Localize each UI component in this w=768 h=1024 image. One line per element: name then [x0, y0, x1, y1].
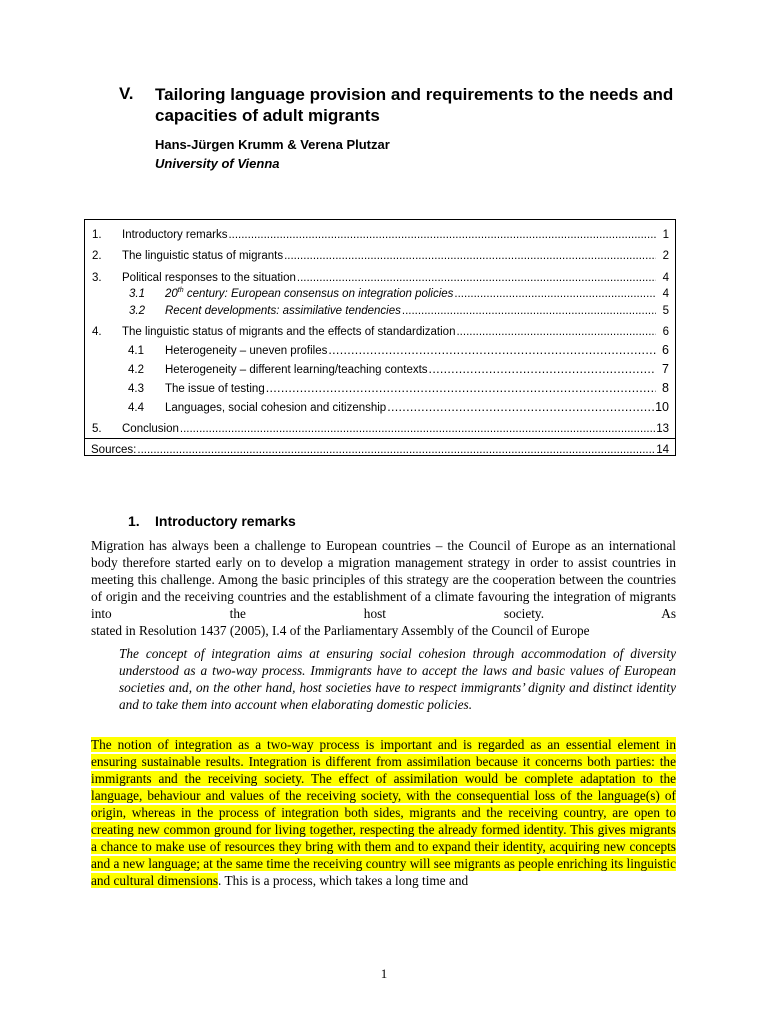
toc-leader — [402, 305, 656, 317]
toc-subentry[interactable] — [85, 360, 675, 376]
toc-leader — [228, 229, 656, 241]
toc-leader — [284, 250, 656, 262]
toc-subentry[interactable] — [85, 379, 675, 395]
toc-entry[interactable] — [85, 322, 675, 338]
toc-entry-label: Introductory remarks — [122, 229, 228, 241]
toc-entry[interactable] — [85, 268, 675, 284]
toc-entry-number: 3. — [92, 272, 102, 284]
section-heading — [128, 513, 296, 529]
toc-entry[interactable] — [85, 246, 675, 262]
toc-entry-number: 4. — [92, 326, 102, 338]
toc-entry-page: 2 — [662, 250, 669, 262]
toc-entry-number: 4.1 — [128, 345, 144, 357]
toc-entry-number: 4.2 — [128, 364, 144, 376]
toc-entry-number: 5. — [92, 423, 102, 435]
toc-leader — [180, 423, 656, 435]
toc-entry-label: Conclusion — [122, 423, 179, 435]
toc-entry[interactable] — [85, 225, 675, 241]
toc-entry-label: Languages, social cohesion and citizenship — [165, 402, 387, 414]
toc-entry-label: The issue of testing — [165, 383, 265, 395]
paragraph-last-line: stated in Resolution 1437 (2005), I.4 of the Parliamentary Assembly of the Council of Europe — [91, 623, 590, 638]
toc-entry-label: Political responses to the situation — [122, 272, 296, 284]
body-paragraph — [91, 736, 676, 889]
toc-entry-number: 1. — [92, 229, 102, 241]
toc-entry-page: 6 — [662, 343, 669, 357]
toc-subentry[interactable] — [85, 398, 675, 414]
toc-entry-page: 7 — [662, 362, 669, 376]
body-paragraph — [91, 537, 676, 639]
toc-entry-number: 2. — [92, 250, 102, 262]
toc-entry-number: 3.2 — [129, 305, 145, 317]
toc-entry-label: The linguistic status of migrants — [122, 250, 284, 262]
toc-leader — [297, 272, 656, 284]
toc-entry-page: 13 — [656, 423, 669, 435]
toc-entry-number: 4.3 — [128, 383, 144, 395]
toc-leader — [328, 343, 656, 357]
toc-subentry[interactable] — [85, 284, 675, 300]
section-number: 1. — [128, 513, 140, 529]
toc-entry-label: 20th century: European consensus on integration policies — [165, 287, 454, 300]
toc-entry-page: 5 — [662, 305, 669, 317]
table-of-contents — [84, 219, 676, 456]
toc-leader — [429, 362, 656, 376]
chapter-number: V. — [119, 84, 134, 103]
toc-entry-number: 3.1 — [129, 288, 145, 300]
highlighted-text: The notion of integration as a two-way process is important and is regarded as an essential element in ensuring sustainable results. Integration is different from assimilation because it concerns both parties: the immigrants and the receiving society. The effect of assimilation would be complete adaptation to the language, behaviour and values of the receiving society, with the consequential loss of the language(s) of origin, whereas in the process of integration both sides, migrants and the receiving country, are open to creating new common ground for living together, respecting the already formed identity. This gives migrants a chance to make use of resources they bring with them and to expand their identity, acquiring new concepts and a new language; at the same time the receiving country will see migrants as people enriching its linguistic and cultural dimensions — [91, 737, 676, 888]
page-number: 1 — [380, 966, 388, 981]
paragraph-text: Migration has always been a challenge to European countries – the Council of Europe as an international body therefore started early on to develop a migration management strategy in order to assist countries in meeting this challenge. Among the basic principles of this strategy are the cooperation between the countries of origin and the receiving countries and the establishment of a climate favouring the integration of migrants into the host society. As — [91, 538, 676, 621]
toc-entry-page: 8 — [662, 381, 669, 395]
authors: Hans-Jürgen Krumm & Verena Plutzar — [155, 137, 390, 152]
toc-entry-page: 4 — [662, 272, 669, 284]
toc-leader — [387, 400, 656, 414]
toc-entry-label: Recent developments: assimilative tendencies — [165, 305, 401, 317]
toc-entry[interactable] — [85, 440, 675, 456]
toc-subentry[interactable] — [85, 301, 675, 317]
paragraph-text: . This is a process, which takes a long time and — [218, 873, 469, 888]
affiliation: University of Vienna — [155, 156, 280, 171]
page-title: Tailoring language provision and requirements to the needs and capacities of adult migrants — [155, 85, 674, 125]
toc-leader — [454, 288, 656, 300]
toc-entry-number: 4.4 — [128, 402, 144, 414]
toc-subentry[interactable] — [85, 341, 675, 357]
toc-entry-page: 14 — [656, 444, 669, 456]
toc-entry-page: 1 — [662, 229, 669, 241]
toc-entry-label: Heterogeneity – uneven profiles — [165, 345, 328, 357]
toc-entry-label: The linguistic status of migrants and the effects of standardization — [122, 326, 456, 338]
toc-entry-page: 6 — [662, 326, 669, 338]
toc-leader — [266, 381, 656, 395]
toc-entry-page: 10 — [655, 400, 669, 414]
toc-leader — [137, 444, 656, 456]
toc-entry-label: Heterogeneity – different learning/teaching contexts — [165, 364, 428, 376]
toc-entry[interactable] — [85, 419, 675, 435]
section-title: Introductory remarks — [155, 513, 296, 529]
toc-leader — [456, 326, 656, 338]
toc-divider — [85, 438, 675, 439]
toc-entry-label: Sources: — [91, 444, 137, 456]
block-quote: The concept of integration aims at ensuring social cohesion through accommodation of diversity understood as a two-way process. Immigrants have to accept the laws and basic values of European societies and, on the other hand, host societies have to respect immigrants’ dignity and distinct identity and to take them into account when elaborating domestic policies. — [119, 646, 676, 712]
toc-entry-page: 4 — [662, 288, 669, 300]
